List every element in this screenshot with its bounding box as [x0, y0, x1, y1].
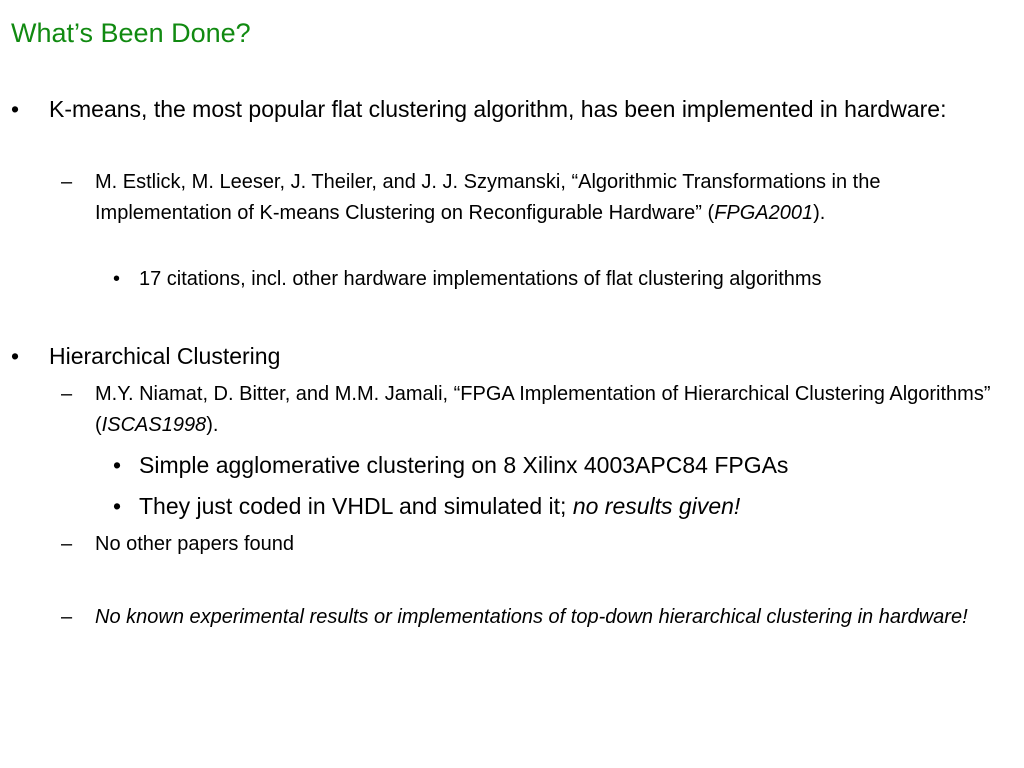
reference-venue: ISCAS1998: [101, 413, 207, 436]
vhdl-text: They just coded in VHDL and simulated it;: [139, 493, 573, 519]
dash-marker: –: [61, 606, 73, 628]
reference-niamat: [61, 379, 1015, 440]
bullet-marker: •: [11, 343, 20, 369]
no-known-results: [61, 602, 1015, 633]
vhdl-emphasis: no results given!: [572, 493, 741, 519]
bullet-hierarchical: [11, 338, 1009, 374]
bullet-text: Hierarchical Clustering: [49, 343, 281, 369]
reference-text: M.Y. Niamat, D. Bitter, and M.M. Jamali, “FPGA Implementation of Hierarchical Clustering Algorithms” (: [95, 383, 991, 436]
citations-text: 17 citations, incl. other hardware implementations of flat clustering algorithms: [139, 268, 822, 290]
bullet-text: K-means, the most popular flat clustering algorithm, has been implemented in hardware:: [49, 96, 947, 122]
dash-marker: –: [61, 171, 73, 193]
reference-suffix: ).: [813, 201, 826, 224]
no-known-results-text: No known experimental results or implementations of top-down hierarchical clustering in hardware!: [95, 606, 968, 628]
bullet-marker: •: [11, 96, 20, 122]
bullet-marker: •: [113, 268, 121, 290]
no-other-papers: [61, 529, 1015, 560]
agglomerative-text: Simple agglomerative clustering on 8 Xilinx 4003APC84 FPGAs: [139, 452, 789, 478]
reference-estlick: [61, 167, 1015, 228]
no-other-papers-text: No other papers found: [95, 533, 295, 555]
reference-venue: FPGA2001: [714, 201, 814, 224]
bullet-kmeans: [11, 91, 1009, 127]
bullet-marker: •: [113, 493, 122, 519]
reference-text: M. Estlick, M. Leeser, J. Theiler, and J. J. Szymanski, “Algorithmic Transformations in the Implementation of K-means Clustering on Reconfigurable Hardware” (: [95, 171, 881, 224]
dash-marker: –: [61, 533, 73, 555]
dash-marker: –: [61, 383, 73, 405]
reference-suffix: ).: [206, 413, 219, 436]
citations-note: [113, 265, 1019, 293]
vhdl-note: [113, 488, 1019, 524]
bullet-marker: •: [113, 452, 122, 478]
slide-title: What’s Been Done?: [11, 18, 251, 48]
agglomerative-note: [113, 447, 1019, 483]
